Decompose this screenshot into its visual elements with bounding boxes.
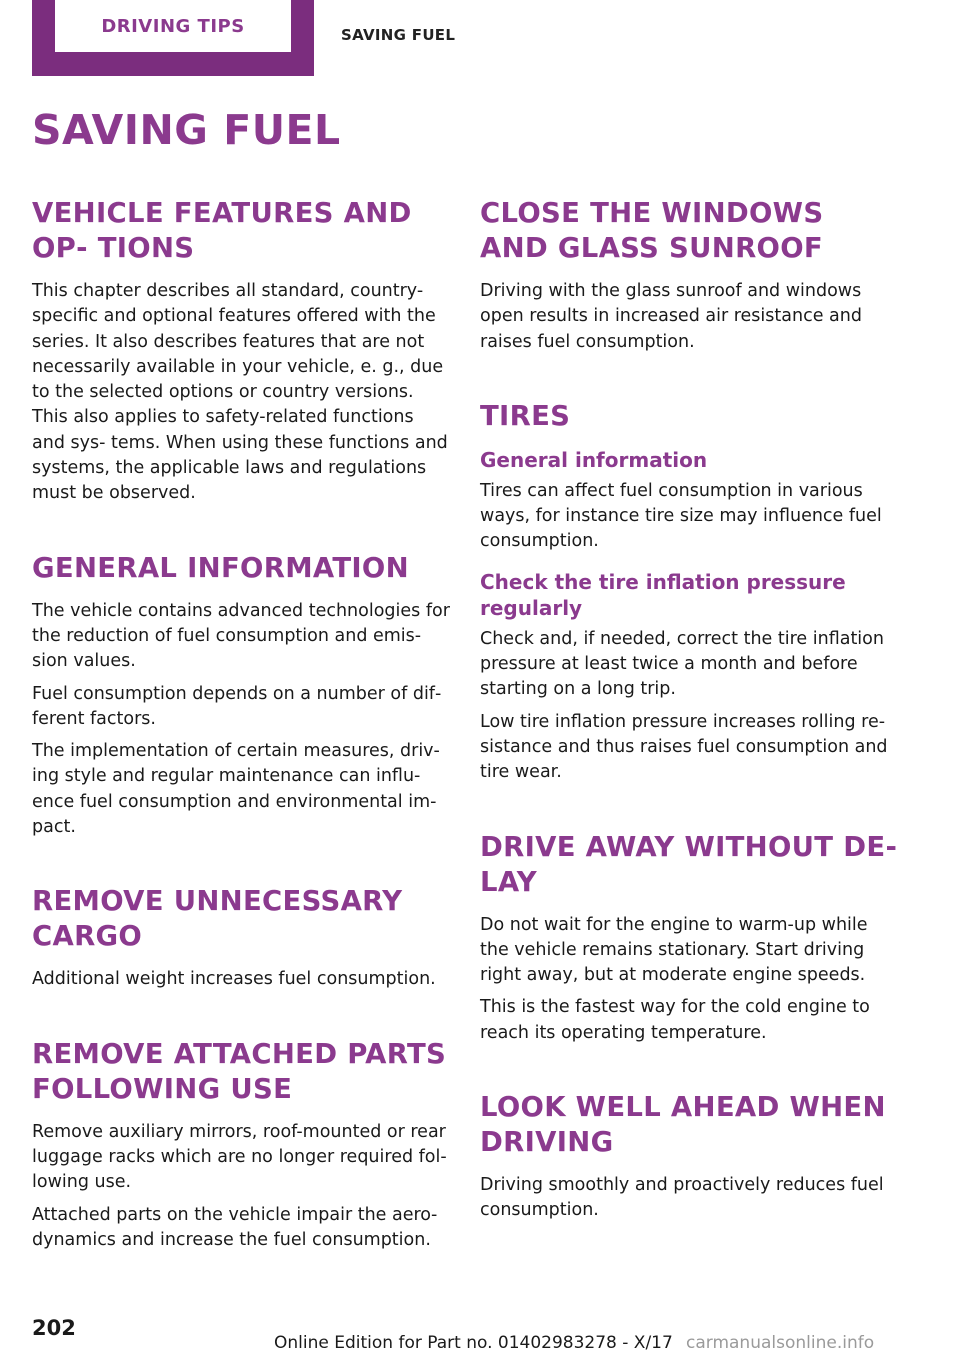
subsection-heading: General information [480, 447, 708, 472]
paragraph: Low tire inflation pressure increases rolling re‐ sistance and thus raises fuel consumption and tire wear. [480, 711, 888, 783]
section-tires [480, 399, 900, 786]
paragraph: Check and, if needed, correct the tire inflation pressure at least twice a month and before starting on a long trip. [480, 628, 884, 700]
section-look-ahead [480, 1090, 900, 1224]
section-close-windows [480, 196, 900, 355]
page-title: SAVING FUEL [32, 106, 341, 154]
paragraph: Do not wait for the engine to warm-up while the vehicle remains stationary. Start driving right away, but at moderate engine speeds. [480, 914, 868, 986]
paragraph: Driving smoothly and proactively reduces fuel consumption. [480, 1175, 884, 1221]
section-drive-away [480, 830, 900, 1046]
section-heading: CLOSE THE WINDOWS AND GLASS SUNROOF [480, 197, 824, 264]
subsection-heading: Check the tire inflation pressure regularly [480, 569, 846, 620]
paragraph: Driving with the glass sunroof and windows open results in increased air resistance and raises fuel consumption. [480, 281, 862, 352]
paragraph: The vehicle contains advanced technologies for the reduction of fuel consumption and emis‐ sion values. [32, 600, 450, 672]
paragraph: Tires can affect fuel consumption in various ways, for instance tire size may influence fuel consumption. [480, 480, 882, 552]
left-column [32, 196, 452, 1297]
section-heading: TIRES [480, 399, 571, 432]
section-heading: VEHICLE FEATURES AND OP‐ TIONS [32, 197, 412, 264]
section-tab-label: DRIVING TIPS [55, 0, 291, 52]
subsection-tire-pressure [480, 569, 900, 786]
right-column [480, 196, 900, 1268]
section-general-information [32, 551, 452, 841]
section-heading: REMOVE UNNECESSARY CARGO [32, 885, 403, 953]
paragraph: Additional weight increases fuel consumption. [32, 969, 436, 990]
section-heading: REMOVE ATTACHED PARTS FOLLOWING USE [32, 1037, 447, 1105]
watermark: carmanualsonline.info [686, 1333, 875, 1353]
section-remove-attached-parts [32, 1037, 452, 1253]
paragraph: The implementation of certain measures, driv‐ ing style and regular maintenance can influ‐ ence fuel consumption and environmental im‐ pact. [32, 741, 440, 838]
section-remove-cargo [32, 884, 452, 992]
section-heading: DRIVE AWAY WITHOUT DE‐ LAY [480, 830, 898, 898]
paragraph: Remove auxiliary mirrors, roof-mounted or rear luggage racks which are no longer required fol‐ lowing use. [32, 1121, 447, 1193]
breadcrumb: SAVING FUEL [341, 26, 456, 44]
paragraph: This is the fastest way for the cold engine to reach its operating temperature. [480, 997, 870, 1043]
paragraph: Fuel consumption depends on a number of dif‐ ferent factors. [32, 683, 442, 729]
page-number: 202 [32, 1316, 76, 1340]
paragraph: Attached parts on the vehicle impair the aero‐ dynamics and increase the fuel consumption. [32, 1204, 438, 1250]
section-heading: LOOK WELL AHEAD WHEN DRIVING [480, 1091, 886, 1159]
subsection-tires-general [480, 447, 900, 555]
section-heading: GENERAL INFORMATION [32, 551, 409, 584]
footer-edition: Online Edition for Part no. 01402983278 - X/17 [274, 1333, 673, 1353]
paragraph: This chapter describes all standard, country-specific and optional features offered with the series. It also describes features that are not necessarily available in your vehicle, e. g., due to the selected options or country versions. This also applies to safety-related functions and sys‐ tems. When using these functions and systems, the applicable laws and regulations must be observed. [32, 281, 448, 504]
header-section-tab [32, 0, 314, 76]
section-vehicle-features [32, 196, 452, 507]
